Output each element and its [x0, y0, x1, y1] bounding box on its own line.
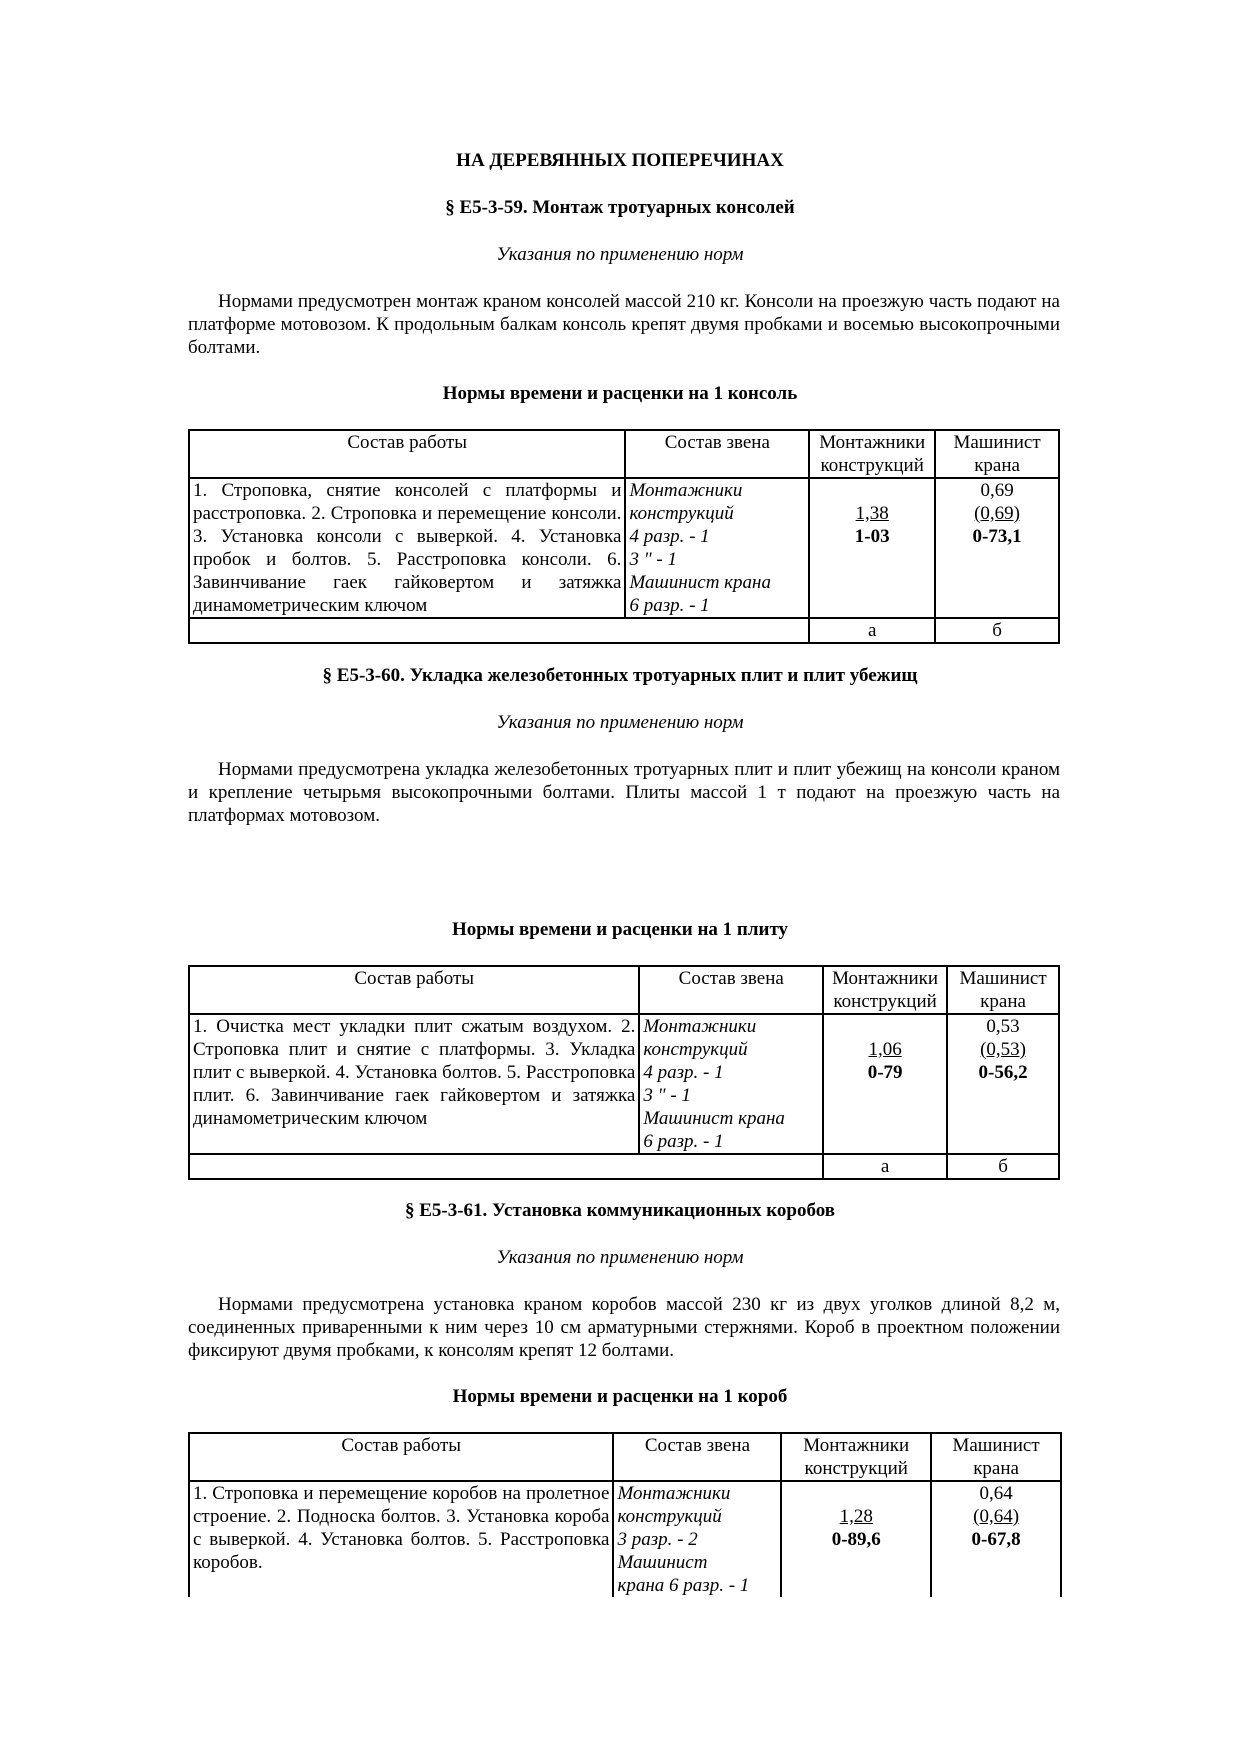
crew-line: Машинист крана — [629, 572, 771, 593]
instructions-heading: Указания по применению норм — [496, 244, 744, 265]
index-a: а — [823, 1154, 947, 1179]
table-header-row — [189, 966, 1059, 1014]
instructions-heading: Указания по применению норм — [496, 712, 744, 733]
crew-line: конструкций — [629, 503, 734, 524]
mont-time: 1,38 — [855, 503, 889, 524]
crew-line: конструкций — [617, 1506, 722, 1527]
mash-time: 0,69 — [980, 480, 1014, 501]
crew-line: крана 6 разр. - 1 — [617, 1575, 750, 1596]
crew-line: Машинист крана — [643, 1108, 785, 1129]
mash-time: 0,53 — [986, 1016, 1020, 1037]
header-mont — [781, 1433, 931, 1481]
header-mont — [823, 966, 947, 1014]
crew-line: Монтажники — [643, 1016, 757, 1037]
crew-line: Машинист — [617, 1552, 708, 1573]
crew-line: 4 разр. - 1 — [629, 526, 710, 547]
index-b: б — [935, 618, 1059, 643]
mash-values — [931, 1481, 1061, 1597]
mont-values — [823, 1014, 947, 1154]
section-paragraph: Нормами предусмотрен монтаж краном консолей массой 210 кг. Консоли на проезжую часть подают на платформе мотовозом. К продольным балкам консоль крепят двумя пробками и восемью высокопрочными болтами. — [188, 291, 1060, 358]
mont-price: 0-79 — [867, 1062, 903, 1083]
mash-price: 0-56,2 — [978, 1062, 1028, 1083]
work-description: 1. Очистка мест укладки плит сжатым воздухом. 2. Строповка плит и снятие с платформы. 3. Укладка плит с выверкой. 4. Установка болтов. 5. Расстроповка плит. 6. Завинчивание гаек гайковертом и затяжка динамометрическим ключом — [189, 1014, 639, 1154]
crew-composition — [613, 1481, 781, 1597]
header-mont-line2: конструкций — [820, 455, 924, 476]
mash-price: 0-67,8 — [971, 1529, 1021, 1550]
crew-line: 6 разр. - 1 — [643, 1131, 724, 1152]
header-mash-line1: Машинист — [952, 1435, 1040, 1456]
index-b: б — [947, 1154, 1059, 1179]
mont-values — [809, 478, 935, 618]
mont-time: 1,28 — [839, 1506, 873, 1527]
header-work: Состав работы — [189, 1433, 613, 1481]
mash-price: 0-73,1 — [972, 526, 1022, 547]
norms-table — [188, 965, 1060, 1180]
header-mash-line2: крана — [980, 991, 1026, 1012]
header-mont-line1: Монтажники — [819, 432, 926, 453]
header-work: Состав работы — [189, 966, 639, 1014]
index-a: а — [809, 618, 935, 643]
header-mash-line2: крана — [973, 1458, 1019, 1479]
crew-composition — [625, 478, 809, 618]
mash-time-paren: (0,69) — [974, 503, 1021, 524]
norm-table-title: Нормы времени и расценки на 1 короб — [452, 1386, 788, 1407]
norms-table — [188, 429, 1060, 644]
header-mash-line1: Машинист — [953, 432, 1041, 453]
header-mash-line2: крана — [974, 455, 1020, 476]
crew-line: Монтажники — [617, 1483, 731, 1504]
norm-table-title: Нормы времени и расценки на 1 плиту — [451, 919, 789, 940]
index-empty — [189, 618, 809, 643]
header-crew: Состав звена — [625, 430, 809, 478]
document-title: НА ДЕРЕВЯННЫХ ПОПЕРЕЧИНАХ — [456, 150, 784, 171]
crew-composition — [639, 1014, 823, 1154]
header-mont — [809, 430, 935, 478]
header-mont-line2: конструкций — [833, 991, 937, 1012]
table-index-row — [189, 618, 1059, 643]
crew-line: 3 разр. - 2 — [617, 1529, 698, 1550]
section-paragraph: Нормами предусмотрена укладка железобетонных тротуарных плит и плит убежищ на консоли краном и крепление четырьмя высокопрочными болтами. Плиты массой 1 т подают на проезжую часть на платформах мотовозом. — [188, 759, 1060, 826]
section-title: § Е5-3-59. Монтаж тротуарных консолей — [445, 197, 795, 218]
crew-line: 3 " - 1 — [629, 549, 677, 570]
table-row — [189, 478, 1059, 618]
crew-line: 6 разр. - 1 — [629, 595, 710, 616]
header-mash-line1: Машинист — [959, 968, 1047, 989]
mash-time-paren: (0,64) — [973, 1506, 1020, 1527]
work-description: 1. Строповка, снятие консолей с платформы и расстроповка. 2. Строповка и перемещение консоли. 3. Установка консоли с выверкой. 4. Установка пробок и болтов. 5. Расстроповка консоли. 6. Завинчивание гаек гайковертом и затяжка динамометрическим ключом — [189, 478, 625, 618]
instructions-heading: Указания по применению норм — [496, 1247, 744, 1268]
table-header-row — [189, 430, 1059, 478]
header-mash — [947, 966, 1059, 1014]
header-mash — [931, 1433, 1061, 1481]
norm-table-title: Нормы времени и расценки на 1 консоль — [442, 383, 798, 404]
header-mash — [935, 430, 1059, 478]
norms-table — [188, 1432, 1062, 1597]
mash-time-paren: (0,53) — [980, 1039, 1026, 1060]
crew-line: 3 " - 1 — [643, 1085, 691, 1106]
header-mont-line1: Монтажники — [832, 968, 939, 989]
table-header-row — [189, 1433, 1061, 1481]
mash-values — [935, 478, 1059, 618]
mont-values — [781, 1481, 931, 1597]
index-empty — [189, 1154, 823, 1179]
crew-line: конструкций — [643, 1039, 748, 1060]
header-crew: Состав звена — [613, 1433, 781, 1481]
section-title: § Е5-3-60. Укладка железобетонных тротуарных плит и плит убежищ — [322, 665, 918, 686]
header-work: Состав работы — [189, 430, 625, 478]
table-row — [189, 1481, 1061, 1597]
header-crew: Состав звена — [639, 966, 823, 1014]
work-description: 1. Строповка и перемещение коробов на пролетное строение. 2. Подноска болтов. 3. Установка короба с выверкой. 4. Установка болтов. 5. Расстроповка коробов. — [189, 1481, 613, 1597]
table-row — [189, 1014, 1059, 1154]
mont-price: 1-03 — [854, 526, 890, 547]
mash-time: 0,64 — [979, 1483, 1013, 1504]
header-mont-line2: конструкций — [804, 1458, 908, 1479]
header-mont-line1: Монтажники — [803, 1435, 910, 1456]
crew-line: 4 разр. - 1 — [643, 1062, 724, 1083]
mash-values — [947, 1014, 1059, 1154]
section-title: § Е5-3-61. Установка коммуникационных коробов — [404, 1200, 836, 1221]
mont-price: 0-89,6 — [831, 1529, 881, 1550]
table-index-row — [189, 1154, 1059, 1179]
crew-line: Монтажники — [629, 480, 743, 501]
mont-time: 1,06 — [868, 1039, 902, 1060]
section-paragraph: Нормами предусмотрена установка краном коробов массой 230 кг из двух уголков длиной 8,2 м, соединенных приваренными к ним через 10 см арматурными стержнями. Короб в проектном положении фиксируют двумя пробками, к консолям крепят 12 болтами. — [188, 1294, 1060, 1361]
